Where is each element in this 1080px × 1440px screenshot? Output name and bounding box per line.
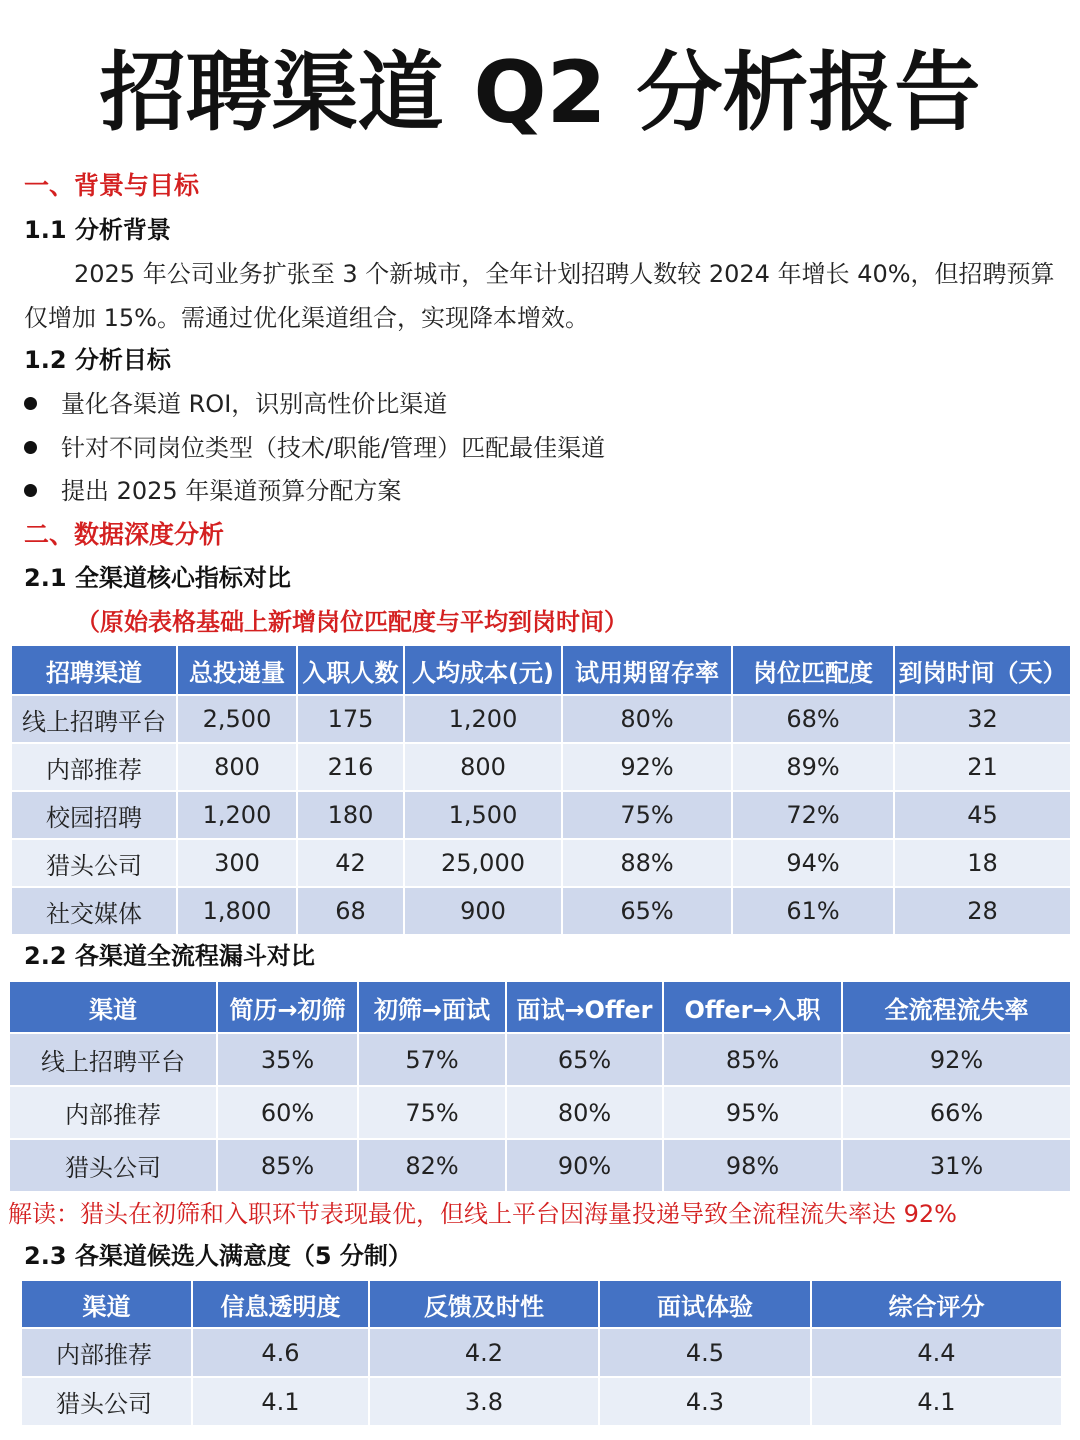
table-cell: 35%: [217, 1033, 358, 1086]
table-row: [21, 1377, 1062, 1426]
table-cell: 92%: [842, 1033, 1071, 1086]
table-header-row: [9, 981, 1071, 1033]
table-cell: 180: [297, 791, 404, 839]
section1-sub1-heading: 1.1 分析背景: [24, 216, 171, 244]
table-row: [11, 839, 1071, 887]
table-cell: 57%: [358, 1033, 506, 1086]
section2-sub2-heading: 2.2 各渠道全流程漏斗对比: [24, 942, 315, 970]
goal-bullet: [24, 387, 447, 421]
table-header-cell: 全流程流失率: [842, 981, 1071, 1033]
section2-heading: 二、数据深度分析: [24, 520, 225, 549]
table-row: [21, 1328, 1062, 1377]
table-cell: 75%: [358, 1086, 506, 1139]
table-header-cell: 渠道: [21, 1280, 192, 1328]
table-cell: 1,500: [404, 791, 562, 839]
table-header-cell: 反馈及时性: [369, 1280, 599, 1328]
table-header-cell: 面试体验: [599, 1280, 811, 1328]
goal-bullet-text: 提出 2025 年渠道预算分配方案: [61, 477, 402, 505]
table-cell: 68%: [732, 695, 894, 743]
core-metrics-table: [10, 644, 1072, 936]
page-title: 招聘渠道 Q2 分析报告: [99, 43, 981, 143]
table-cell: 猎头公司: [9, 1139, 217, 1192]
table-cell: 内部推荐: [21, 1328, 192, 1377]
table-cell: 内部推荐: [9, 1086, 217, 1139]
table-header-cell: 初筛→面试: [358, 981, 506, 1033]
table-cell: 60%: [217, 1086, 358, 1139]
table-cell: 21: [894, 743, 1071, 791]
table-cell: 66%: [842, 1086, 1071, 1139]
goal-bullet-text: 针对不同岗位类型（技术/职能/管理）匹配最佳渠道: [61, 434, 606, 462]
table-cell: 4.6: [192, 1328, 369, 1377]
table-row: [11, 887, 1071, 935]
background-paragraph-text: 2025 年公司业务扩张至 3 个新城市，全年计划招聘人数较 2024 年增长 40%，但招聘预算仅增加 15%。需通过优化渠道组合，实现降本增效。: [24, 260, 1055, 332]
table-row: [9, 1033, 1071, 1086]
bullet-dot-icon: [24, 397, 37, 410]
table-cell: 社交媒体: [11, 887, 177, 935]
table-cell: 175: [297, 695, 404, 743]
table-header-cell: 入职人数: [297, 645, 404, 695]
table-header-row: [21, 1280, 1062, 1328]
table-cell: 18: [894, 839, 1071, 887]
table-cell: 4.2: [369, 1328, 599, 1377]
table1-note: （原始表格基础上新增岗位匹配度与平均到岗时间）: [76, 608, 628, 636]
table-header-cell: 面试→Offer: [506, 981, 663, 1033]
table-cell: 猎头公司: [21, 1377, 192, 1426]
table-cell: 1,200: [404, 695, 562, 743]
background-paragraph: [24, 252, 1064, 340]
table-cell: 80%: [506, 1086, 663, 1139]
table-header-cell: 渠道: [9, 981, 217, 1033]
table-cell: 300: [177, 839, 297, 887]
table-cell: 2,500: [177, 695, 297, 743]
table-cell: 98%: [663, 1139, 842, 1192]
section1-sub2-heading: 1.2 分析目标: [24, 346, 171, 374]
table-cell: 88%: [562, 839, 732, 887]
goal-bullet: [24, 474, 401, 508]
table-cell: 92%: [562, 743, 732, 791]
table-cell: 内部推荐: [11, 743, 177, 791]
goal-bullet: [24, 431, 605, 465]
table-cell: 1,200: [177, 791, 297, 839]
table-cell: 90%: [506, 1139, 663, 1192]
table-header-cell: 简历→初筛: [217, 981, 358, 1033]
table-cell: 65%: [562, 887, 732, 935]
table-cell: 25,000: [404, 839, 562, 887]
table-header-cell: 综合评分: [811, 1280, 1062, 1328]
table-cell: 1,800: [177, 887, 297, 935]
section2-sub1-heading: 2.1 全渠道核心指标对比: [24, 564, 291, 592]
section2-sub3-heading: 2.3 各渠道候选人满意度（5 分制）: [24, 1242, 412, 1270]
table-header-cell: 信息透明度: [192, 1280, 369, 1328]
funnel-table: [8, 980, 1072, 1193]
table-cell: 800: [177, 743, 297, 791]
table-header-cell: 试用期留存率: [562, 645, 732, 695]
table-cell: 82%: [358, 1139, 506, 1192]
table-cell: 28: [894, 887, 1071, 935]
table-cell: 80%: [562, 695, 732, 743]
table-cell: 65%: [506, 1033, 663, 1086]
table-cell: 72%: [732, 791, 894, 839]
table-cell: 4.4: [811, 1328, 1062, 1377]
table-cell: 85%: [663, 1033, 842, 1086]
table-cell: 线上招聘平台: [11, 695, 177, 743]
table-row: [11, 791, 1071, 839]
table-header-cell: Offer→入职: [663, 981, 842, 1033]
table-cell: 4.5: [599, 1328, 811, 1377]
table-cell: 45: [894, 791, 1071, 839]
table-cell: 95%: [663, 1086, 842, 1139]
interpretation-note: 解读：猎头在初筛和入职环节表现最优，但线上平台因海量投递导致全流程流失率达 92%: [8, 1200, 957, 1228]
table-cell: 61%: [732, 887, 894, 935]
table-cell: 猎头公司: [11, 839, 177, 887]
table-header-row: [11, 645, 1071, 695]
table-cell: 89%: [732, 743, 894, 791]
table-row: [11, 743, 1071, 791]
goal-bullet-text: 量化各渠道 ROI，识别高性价比渠道: [61, 390, 448, 418]
table-header-cell: 到岗时间（天）: [894, 645, 1071, 695]
table-header-cell: 人均成本(元): [404, 645, 562, 695]
table-cell: 800: [404, 743, 562, 791]
table-header-cell: 岗位匹配度: [732, 645, 894, 695]
table-cell: 4.1: [192, 1377, 369, 1426]
table-row: [9, 1139, 1071, 1192]
table-row: [11, 695, 1071, 743]
table-header-cell: 总投递量: [177, 645, 297, 695]
table-header-cell: 招聘渠道: [11, 645, 177, 695]
table-cell: 31%: [842, 1139, 1071, 1192]
table-cell: 3.8: [369, 1377, 599, 1426]
satisfaction-table: [20, 1279, 1063, 1427]
table-cell: 85%: [217, 1139, 358, 1192]
table-row: [9, 1086, 1071, 1139]
table-cell: 68: [297, 887, 404, 935]
table-cell: 4.3: [599, 1377, 811, 1426]
table-cell: 4.1: [811, 1377, 1062, 1426]
bullet-dot-icon: [24, 484, 37, 497]
table-cell: 216: [297, 743, 404, 791]
bullet-dot-icon: [24, 441, 37, 454]
table-cell: 75%: [562, 791, 732, 839]
table-cell: 线上招聘平台: [9, 1033, 217, 1086]
section1-heading: 一、背景与目标: [24, 171, 200, 200]
table-cell: 32: [894, 695, 1071, 743]
table-cell: 900: [404, 887, 562, 935]
table-cell: 94%: [732, 839, 894, 887]
table-cell: 校园招聘: [11, 791, 177, 839]
table-cell: 42: [297, 839, 404, 887]
